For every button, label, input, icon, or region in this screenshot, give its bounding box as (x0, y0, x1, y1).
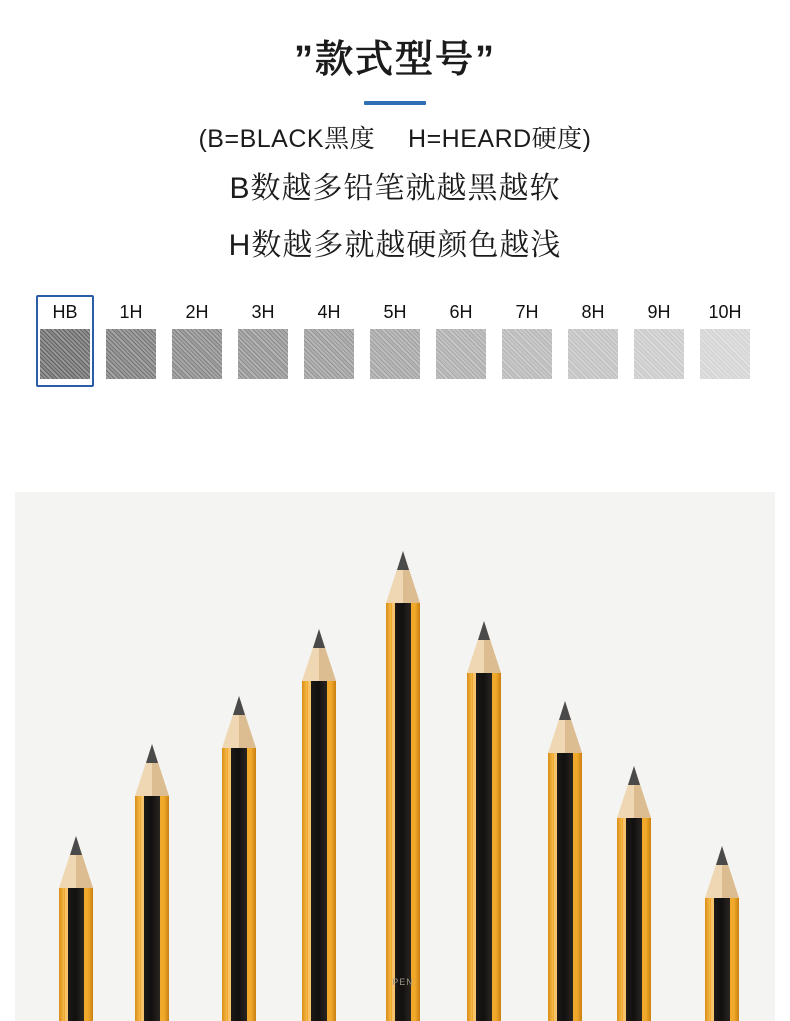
grade-swatch-label: 3H (251, 302, 275, 323)
grade-swatch-sample (370, 329, 420, 379)
grade-swatch-6h[interactable] (432, 295, 490, 386)
grade-swatch-1h[interactable] (102, 295, 160, 386)
grade-swatch-2h[interactable] (168, 295, 226, 386)
pencil-body (467, 673, 501, 1021)
pencil (467, 621, 501, 1021)
pencil-body (135, 796, 169, 1021)
page-title: ”款式型号” (293, 39, 496, 81)
pencil (59, 836, 93, 1021)
grade-swatch-label: 7H (515, 302, 539, 323)
grade-swatch-label: 2H (185, 302, 209, 323)
grade-swatch-sample (568, 329, 618, 379)
pencil-tip (705, 846, 739, 898)
subtitle-block (0, 123, 790, 270)
pencil (705, 846, 739, 1021)
pencil (617, 766, 651, 1021)
pencil-tip (548, 701, 582, 753)
pencil-body (548, 753, 582, 1021)
grade-swatch-sample (172, 329, 222, 379)
grade-swatch-label: 8H (581, 302, 605, 323)
pencil-tip (59, 836, 93, 888)
pencil (548, 701, 582, 1021)
grade-swatch-3h[interactable] (234, 295, 292, 386)
pencil-tip (222, 696, 256, 748)
pencil (135, 744, 169, 1021)
grade-swatch-sample (502, 329, 552, 379)
grade-swatch-label: 10H (708, 302, 742, 323)
grade-swatch-label: 1H (119, 302, 143, 323)
pencil-imprint: PEN (392, 977, 414, 987)
grade-swatch-sample (436, 329, 486, 379)
pencil (302, 629, 336, 1021)
grade-swatch-7h[interactable] (498, 295, 556, 386)
grade-swatch-sample (40, 329, 90, 379)
pencil-tip (302, 629, 336, 681)
product-photo (15, 492, 775, 1021)
grade-swatch-sample (634, 329, 684, 379)
legend-text: (B=BLACK黑度 H=HEARD硬度) (198, 124, 592, 153)
pencil-body (386, 603, 420, 1021)
grade-swatch-label: 9H (647, 302, 671, 323)
grade-swatch-sample (304, 329, 354, 379)
grade-swatch-row (0, 295, 790, 386)
grade-swatch-sample (238, 329, 288, 379)
title-block (0, 0, 790, 105)
description-line-2: H数越多就越硬颜色越浅 (228, 228, 562, 262)
grade-swatch-sample (700, 329, 750, 379)
pencil-body (59, 888, 93, 1021)
pencil-tip (135, 744, 169, 796)
pencil (386, 551, 420, 1021)
grade-swatch-label: 5H (383, 302, 407, 323)
pencil-body (302, 681, 336, 1021)
grade-swatch-10h[interactable] (696, 295, 754, 386)
grade-swatch-label: 6H (449, 302, 473, 323)
title-divider (364, 101, 426, 105)
grade-swatch-5h[interactable] (366, 295, 424, 386)
pencil-tip (386, 551, 420, 603)
grade-swatch-label: HB (52, 302, 78, 323)
pencil-body (222, 748, 256, 1021)
grade-swatch-4h[interactable] (300, 295, 358, 386)
pencil (222, 696, 256, 1021)
grade-swatch-8h[interactable] (564, 295, 622, 386)
pencil-body (705, 898, 739, 1021)
grade-swatch-sample (106, 329, 156, 379)
grade-swatch-9h[interactable] (630, 295, 688, 386)
pencil-tip (617, 766, 651, 818)
pencil-tip (467, 621, 501, 673)
grade-swatch-label: 4H (317, 302, 341, 323)
pencil-body (617, 818, 651, 1021)
grade-swatch-hb[interactable] (36, 295, 94, 386)
description-line-1: B数越多铅笔就越黑越软 (229, 172, 561, 206)
